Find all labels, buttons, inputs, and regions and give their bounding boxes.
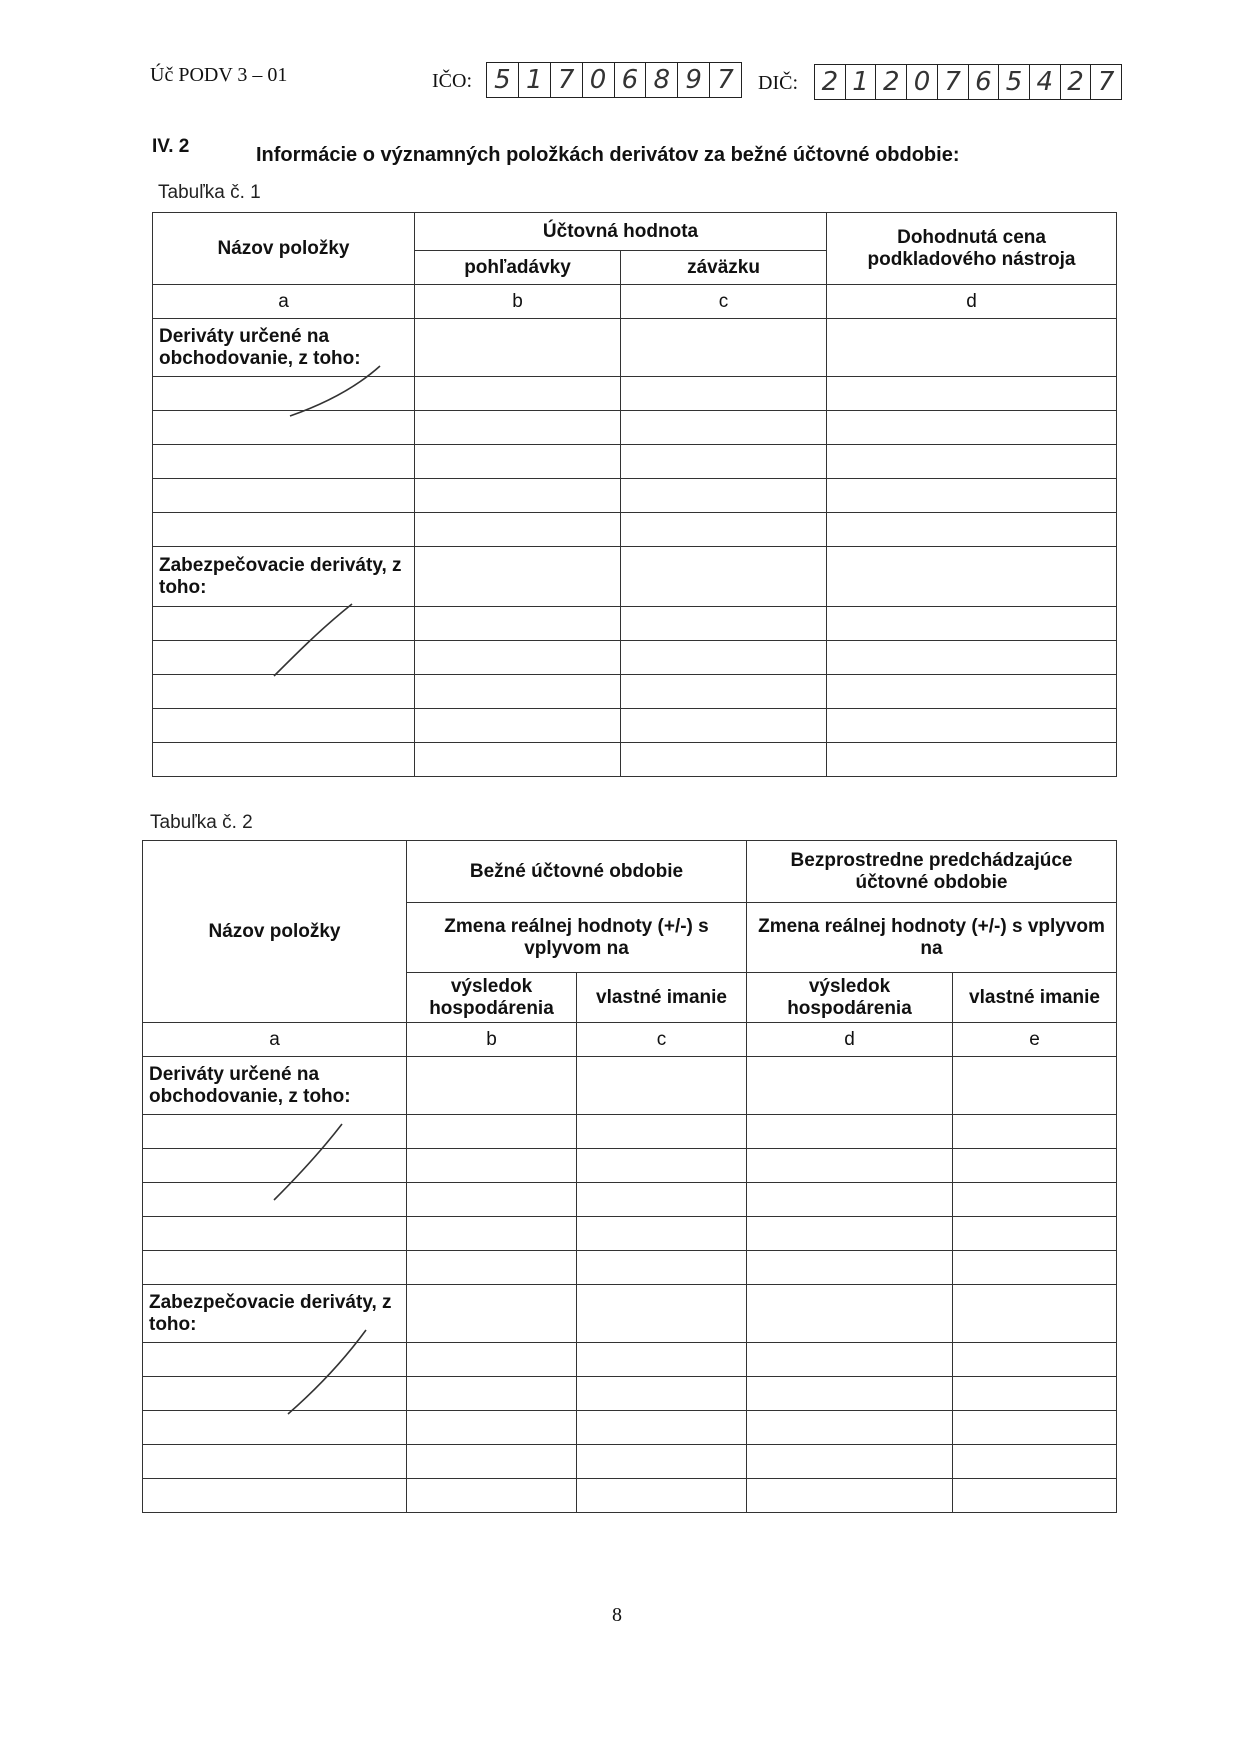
- table-cell[interactable]: [577, 1217, 747, 1251]
- table-cell[interactable]: [415, 411, 621, 445]
- table-cell[interactable]: [415, 319, 621, 377]
- table2-col-change-current: Zmena reálnej hodnoty (+/-) s vplyvom na: [407, 903, 747, 973]
- table1: [152, 212, 1117, 777]
- table2-col-result-previous: výsledok hospodárenia: [747, 973, 953, 1023]
- table-cell[interactable]: [953, 1115, 1117, 1149]
- table1-col-receivables: pohľadávky: [415, 251, 621, 285]
- table-cell[interactable]: [153, 709, 415, 743]
- table-cell[interactable]: [153, 743, 415, 777]
- table-cell[interactable]: [407, 1377, 577, 1411]
- table-cell[interactable]: [621, 377, 827, 411]
- ico-digit: 5: [494, 65, 511, 95]
- table1-letter: c: [621, 285, 827, 319]
- ico-digit: 1: [518, 63, 550, 97]
- table-cell[interactable]: [621, 709, 827, 743]
- ico-digit: 7: [550, 63, 582, 97]
- table-cell[interactable]: [143, 1115, 407, 1149]
- ico-digit: 7: [709, 63, 741, 97]
- table-cell[interactable]: [747, 1285, 953, 1343]
- table-cell[interactable]: [577, 1057, 747, 1115]
- table-cell[interactable]: [407, 1251, 577, 1285]
- table-cell[interactable]: [153, 675, 415, 709]
- table2-letter: a: [143, 1023, 407, 1057]
- dic-digit: 2: [1060, 65, 1091, 99]
- table2-col-equity-current: vlastné imanie: [577, 973, 747, 1023]
- table-cell[interactable]: [827, 675, 1117, 709]
- table-cell[interactable]: [827, 709, 1117, 743]
- table-cell[interactable]: [577, 1115, 747, 1149]
- table-cell[interactable]: [577, 1183, 747, 1217]
- table-cell[interactable]: [415, 675, 621, 709]
- table-cell[interactable]: [953, 1183, 1117, 1217]
- table-cell[interactable]: [577, 1411, 747, 1445]
- dic-digit: 6: [968, 65, 999, 99]
- dic-digit: 4: [1029, 65, 1060, 99]
- table-cell[interactable]: [747, 1251, 953, 1285]
- table-cell[interactable]: [747, 1183, 953, 1217]
- table1-letter: d: [827, 285, 1117, 319]
- table2-col-item: Názov položky: [143, 841, 407, 1023]
- table-cell[interactable]: [953, 1377, 1117, 1411]
- table-cell[interactable]: [415, 641, 621, 675]
- table-cell[interactable]: [747, 1149, 953, 1183]
- table-cell[interactable]: [153, 479, 415, 513]
- table-cell[interactable]: [953, 1343, 1117, 1377]
- section-number: IV. 2: [152, 136, 190, 157]
- table2-letter: d: [747, 1023, 953, 1057]
- table-cell[interactable]: [953, 1057, 1117, 1115]
- table-cell[interactable]: [577, 1377, 747, 1411]
- table-cell[interactable]: [621, 513, 827, 547]
- table-cell[interactable]: [577, 1251, 747, 1285]
- table-cell[interactable]: [953, 1149, 1117, 1183]
- table-cell[interactable]: [143, 1183, 407, 1217]
- table-cell[interactable]: [415, 709, 621, 743]
- table2-letter: b: [407, 1023, 577, 1057]
- table-cell[interactable]: [827, 411, 1117, 445]
- dic-digit: 7: [1090, 65, 1121, 99]
- dic-field[interactable]: [814, 64, 1122, 100]
- table1-caption: Tabuľka č. 1: [158, 182, 261, 203]
- table-cell[interactable]: [953, 1411, 1117, 1445]
- table-cell[interactable]: [747, 1479, 953, 1513]
- table-cell[interactable]: [827, 445, 1117, 479]
- table-cell[interactable]: [415, 743, 621, 777]
- table-cell[interactable]: [153, 445, 415, 479]
- table-cell[interactable]: [415, 513, 621, 547]
- table-cell[interactable]: [415, 445, 621, 479]
- table-cell[interactable]: [407, 1149, 577, 1183]
- section-title: Informácie o významných položkách derivátov za bežné účtovné obdobie:: [256, 144, 960, 166]
- table-cell[interactable]: [953, 1251, 1117, 1285]
- dic-digit: 2: [821, 67, 839, 97]
- table1-col-book-value: Účtovná hodnota: [415, 213, 827, 251]
- table-cell[interactable]: [827, 547, 1117, 607]
- table-cell[interactable]: [621, 743, 827, 777]
- table-cell[interactable]: [953, 1479, 1117, 1513]
- table1-group-trading: Deriváty určené na obchodovanie, z toho:: [153, 319, 415, 377]
- table-cell[interactable]: [143, 1445, 407, 1479]
- dic-digit: 5: [998, 65, 1029, 99]
- table-cell[interactable]: [407, 1411, 577, 1445]
- table-cell[interactable]: [143, 1251, 407, 1285]
- table-cell[interactable]: [153, 411, 415, 445]
- table2-col-result-current: výsledok hospodárenia: [407, 973, 577, 1023]
- table-cell[interactable]: [953, 1285, 1117, 1343]
- table-cell[interactable]: [827, 513, 1117, 547]
- dic-digit: 7: [937, 65, 968, 99]
- table-cell[interactable]: [747, 1445, 953, 1479]
- table2-letter: e: [953, 1023, 1117, 1057]
- table-cell[interactable]: [153, 377, 415, 411]
- table2-group-trading: Deriváty určené na obchodovanie, z toho:: [143, 1057, 407, 1115]
- table-cell[interactable]: [143, 1377, 407, 1411]
- table-cell[interactable]: [407, 1343, 577, 1377]
- dic-digit: 0: [906, 65, 937, 99]
- table-cell[interactable]: [747, 1057, 953, 1115]
- table-cell[interactable]: [827, 319, 1117, 377]
- table-cell[interactable]: [407, 1115, 577, 1149]
- table-cell[interactable]: [747, 1377, 953, 1411]
- table1-col-payables: záväzku: [621, 251, 827, 285]
- table-cell[interactable]: [407, 1285, 577, 1343]
- ico-digit: 8: [645, 63, 677, 97]
- table-cell[interactable]: [143, 1149, 407, 1183]
- table-cell[interactable]: [827, 377, 1117, 411]
- table2-caption: Tabuľka č. 2: [150, 812, 253, 833]
- ico-digit: 6: [614, 63, 646, 97]
- table-cell[interactable]: [621, 445, 827, 479]
- table-cell[interactable]: [577, 1479, 747, 1513]
- table2-col-previous: Bezprostredne predchádzajúce účtovné obdobie: [747, 841, 1117, 903]
- table-cell[interactable]: [621, 319, 827, 377]
- table2-group-hedging: Zabezpečovacie deriváty, z toho:: [143, 1285, 407, 1343]
- table-cell[interactable]: [747, 1343, 953, 1377]
- table-cell[interactable]: [827, 743, 1117, 777]
- dic-digit: 2: [875, 65, 906, 99]
- page-number: 8: [612, 1604, 622, 1626]
- table-cell[interactable]: [577, 1445, 747, 1479]
- table-cell[interactable]: [153, 513, 415, 547]
- table-cell[interactable]: [415, 377, 621, 411]
- table-cell[interactable]: [621, 641, 827, 675]
- table-cell[interactable]: [577, 1285, 747, 1343]
- table-cell[interactable]: [407, 1183, 577, 1217]
- table1-col-price: Dohodnutá cena podkladového nástroja: [827, 213, 1117, 285]
- ico-digit: 9: [677, 63, 709, 97]
- table-cell[interactable]: [621, 547, 827, 607]
- table-cell[interactable]: [953, 1217, 1117, 1251]
- table-cell[interactable]: [407, 1057, 577, 1115]
- ico-digit: 0: [582, 63, 614, 97]
- table-cell[interactable]: [407, 1479, 577, 1513]
- table-cell[interactable]: [621, 479, 827, 513]
- dic-label: DIČ:: [758, 72, 798, 94]
- form-code: Úč PODV 3 – 01: [150, 64, 288, 86]
- table-cell[interactable]: [827, 607, 1117, 641]
- table1-letter: b: [415, 285, 621, 319]
- table2: [142, 840, 1117, 1513]
- table-cell[interactable]: [143, 1411, 407, 1445]
- table-cell[interactable]: [953, 1445, 1117, 1479]
- table-cell[interactable]: [143, 1343, 407, 1377]
- table-cell[interactable]: [153, 607, 415, 641]
- table-cell[interactable]: [747, 1115, 953, 1149]
- table1-group-hedging: Zabezpečovacie deriváty, z toho:: [153, 547, 415, 607]
- table-cell[interactable]: [415, 479, 621, 513]
- table2-col-change-previous: Zmena reálnej hodnoty (+/-) s vplyvom na: [747, 903, 1117, 973]
- table-cell[interactable]: [747, 1217, 953, 1251]
- table-cell[interactable]: [621, 607, 827, 641]
- table-cell[interactable]: [407, 1217, 577, 1251]
- table-cell[interactable]: [153, 641, 415, 675]
- table-cell[interactable]: [577, 1343, 747, 1377]
- table2-col-current: Bežné účtovné obdobie: [407, 841, 747, 903]
- ico-field[interactable]: [486, 62, 742, 98]
- table-cell[interactable]: [143, 1217, 407, 1251]
- table-cell[interactable]: [415, 547, 621, 607]
- table1-letter: a: [153, 285, 415, 319]
- table-cell[interactable]: [143, 1479, 407, 1513]
- dic-digit: 1: [845, 65, 876, 99]
- table2-letter: c: [577, 1023, 747, 1057]
- table-cell[interactable]: [577, 1149, 747, 1183]
- table-cell[interactable]: [407, 1445, 577, 1479]
- table-cell[interactable]: [621, 411, 827, 445]
- table-cell[interactable]: [415, 607, 621, 641]
- table-cell[interactable]: [621, 675, 827, 709]
- table1-col-item: Názov položky: [153, 213, 415, 285]
- table-cell[interactable]: [827, 479, 1117, 513]
- table-cell[interactable]: [827, 641, 1117, 675]
- table-cell[interactable]: [747, 1411, 953, 1445]
- table2-col-equity-previous: vlastné imanie: [953, 973, 1117, 1023]
- ico-label: IČO:: [432, 70, 472, 92]
